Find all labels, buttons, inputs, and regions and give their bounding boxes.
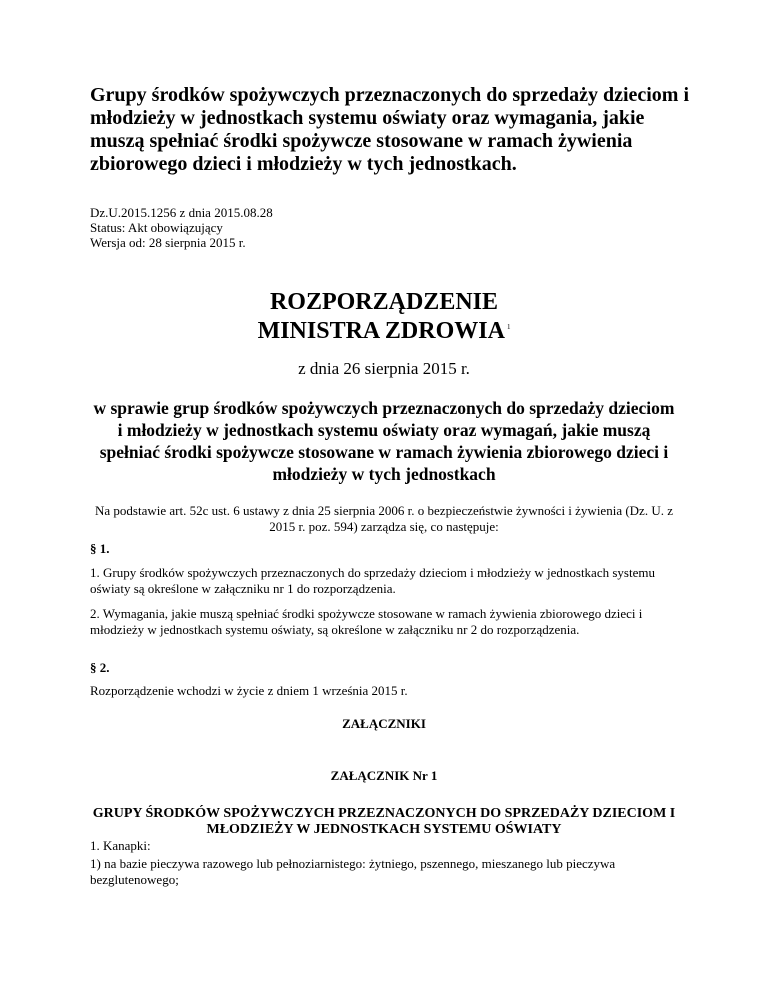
section-2-heading: § 2. xyxy=(90,660,110,675)
issuer-heading xyxy=(90,314,678,345)
journal-reference: Dz.U.2015.1256 z dnia 2015.08.28 xyxy=(90,205,273,220)
attachment-1-item-1-1: 1) na bazie pieczywa razowego lub pełnoziarnistego: żytniego, pszennego, mieszanego lub pieczywa bezglutenowego; xyxy=(90,856,616,887)
section-1-paragraph-2: 2. Wymagania, jakie muszą spełniać środki spożywcze stosowane w ramach żywienia zbiorowego dzieci i młodzieży w jednostkach systemu oświaty, są określone w załączniku nr 2 do rozporządzenia. xyxy=(90,606,643,637)
act-date: z dnia 26 sierpnia 2015 r. xyxy=(298,359,470,378)
section-1-paragraph-1: 1. Grupy środków spożywczych przeznaczonych do sprzedaży dzieciom i młodzieży w jednostkach systemu oświaty są określone w załączniku nr 1 do rozporządzenia. xyxy=(90,565,655,596)
preamble: Na podstawie art. 52c ust. 6 ustawy z dnia 25 sierpnia 2006 r. o bezpieczeństwie żywności i żywienia (Dz. U. z 2015 r. poz. 594) zarządza się, co następuje: xyxy=(95,503,673,534)
act-type-heading: ROZPORZĄDZENIE xyxy=(269,289,499,315)
act-subject: w sprawie grup środków spożywczych przeznaczonych do sprzedaży dzieciom i młodzieży w jednostkach systemu oświaty oraz wymagań, jakie muszą spełniać środki spożywcze stosowane w ramach żywienia zbiorowego dzieci i młodzieży w tych jednostkach xyxy=(93,398,675,484)
attachment-1-title: GRUPY ŚRODKÓW SPOŻYWCZYCH PRZEZNACZONYCH DO SPRZEDAŻY DZIECIOM I MŁODZIEŻY W JEDNOSTKACH SYSTEMU OŚWIATY xyxy=(92,806,676,837)
issuer-name: MINISTRA ZDROWIA xyxy=(257,318,505,344)
section-2-paragraph-1: Rozporządzenie wchodzi w życie z dniem 1 września 2015 r. xyxy=(90,683,408,698)
footnote-marker[interactable]: 1 xyxy=(506,323,511,331)
document-title: Grupy środków spożywczych przeznaczonych do sprzedaży dzieciom i młodzieży w jednostkach systemu oświaty oraz wymagania, jakie muszą spełniać środki spożywcze stosowane w ramach żywienia zbiorowego dzieci i młodzieży w tych jednostkach. xyxy=(90,84,690,175)
section-1-heading: § 1. xyxy=(90,541,110,556)
attachments-heading: ZAŁĄCZNIKI xyxy=(342,716,426,731)
legal-status: Status: Akt obowiązujący xyxy=(90,220,223,235)
attachment-1-item-1: 1. Kanapki: xyxy=(90,838,151,853)
attachment-1-heading: ZAŁĄCZNIK Nr 1 xyxy=(330,768,438,783)
version-date: Wersja od: 28 sierpnia 2015 r. xyxy=(90,235,246,250)
